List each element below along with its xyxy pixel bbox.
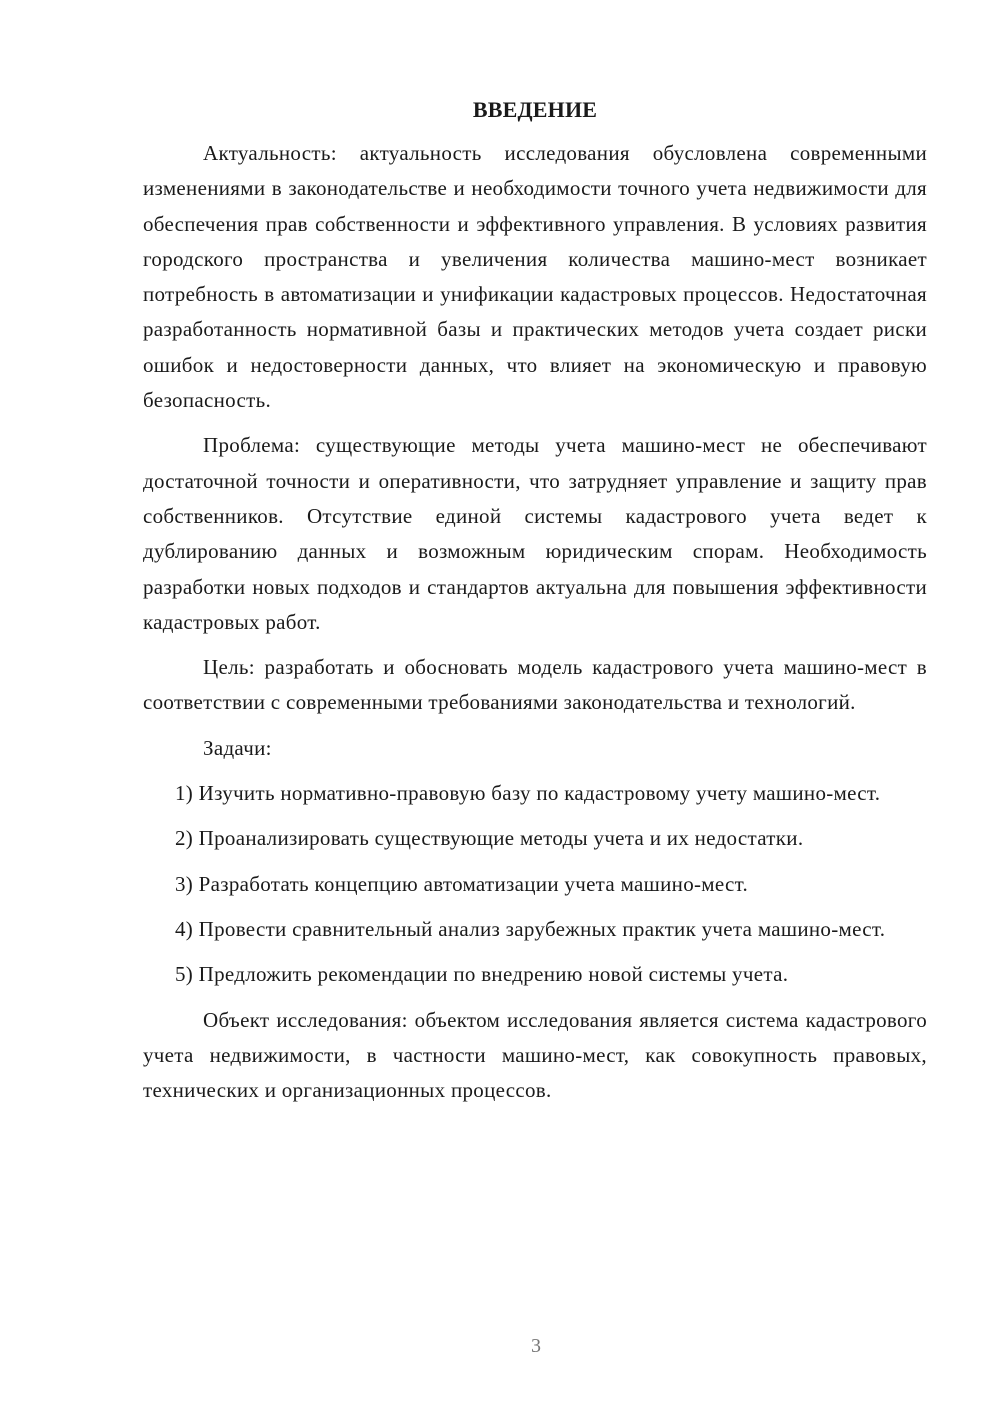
paragraph-problem: Проблема: существующие методы учета машино-мест не обеспечивают достаточной точности и оперативности, что затрудняет управление и защиту прав собственников. Отсутствие единой системы кадастрового учета ведет к дублированию данных и возможным юридическим спорам. Необходимость разработки новых подходов и стандартов актуальна для повышения эффективности кадастровых работ. xyxy=(143,433,927,634)
tasks-heading: Задачи: xyxy=(203,735,272,760)
task-item-1: 1) Изучить нормативно-правовую базу по кадастровому учету машино-мест. xyxy=(175,781,881,806)
task-item-4: 4) Провести сравнительный анализ зарубежных практик учета машино-мест. xyxy=(175,916,886,941)
paragraph-object: Объект исследования: объектом исследования является система кадастрового учета недвижимости, в частности машино-мест, как совокупность правовых, технических и организационных процессов. xyxy=(143,1007,927,1103)
task-item-3: 3) Разработать концепцию автоматизации учета машино-мест. xyxy=(175,871,749,896)
task-item-2: 2) Проанализировать существующие методы учета и их недостатки. xyxy=(175,826,804,851)
page-number: 3 xyxy=(531,1335,541,1357)
task-item-5: 5) Предложить рекомендации по внедрению новой системы учета. xyxy=(175,962,789,987)
document-page xyxy=(143,94,927,1118)
paragraph-goal: Цель: разработать и обосновать модель кадастрового учета машино-мест в соответствии с современными требованиями законодательства и технологий. xyxy=(143,655,927,715)
paragraph-relevance: Актуальность: актуальность исследования обусловлена современными изменениями в законодательстве и необходимости точного учета недвижимости для обеспечения прав собственности и эффективного управления. В условиях развития городского пространства и увеличения количества машино-мест возникает потребность в автоматизации и унификации кадастровых процессов. Недостаточная разработанность нормативной базы и практических методов учета создает риски ошибок и недостоверности данных, что влияет на экономическую и правовую безопасность. xyxy=(143,141,927,413)
section-title: ВВЕДЕНИЕ xyxy=(472,97,598,122)
